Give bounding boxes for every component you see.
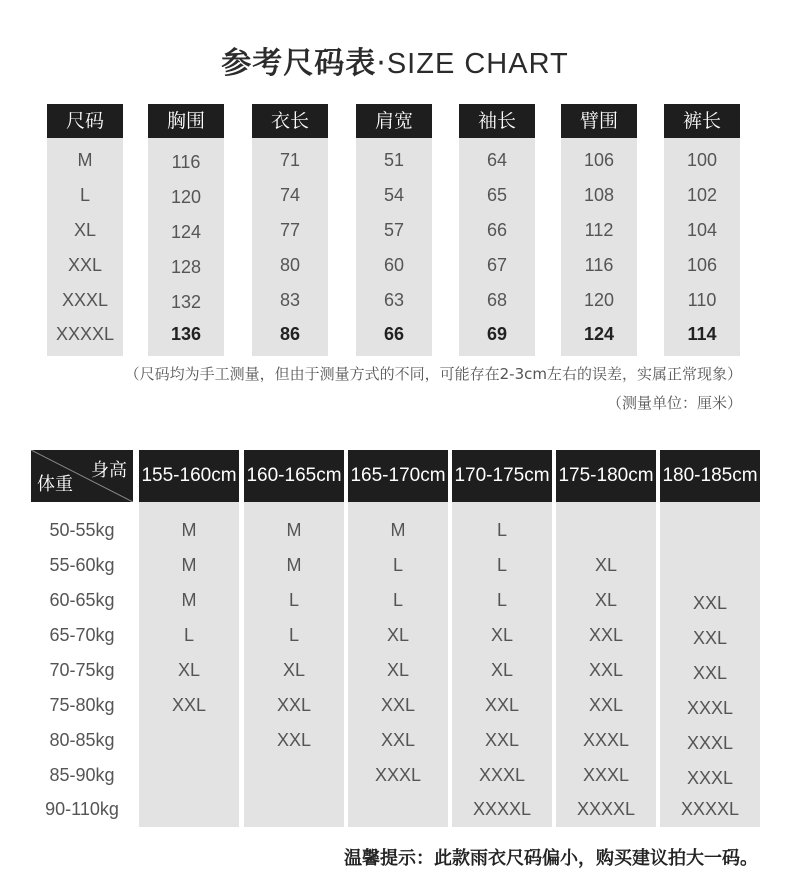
table-cell: 128 xyxy=(170,257,202,277)
column-header: 肩宽 xyxy=(356,104,432,138)
size-cell: M xyxy=(286,520,302,540)
column-header: 180-185cm xyxy=(660,450,760,502)
size-cell: XXXXL xyxy=(576,799,636,819)
table-cell: 69 xyxy=(486,324,508,344)
table-cell: 64 xyxy=(486,150,508,170)
size-cell: XXXXL xyxy=(680,799,740,819)
size-cell: XXL xyxy=(171,695,207,715)
size-cell: XL xyxy=(177,660,201,680)
table-cell: 65 xyxy=(486,185,508,205)
length-column xyxy=(252,104,328,356)
table-cell: XXXXL xyxy=(55,324,115,344)
size-cell: XXXL xyxy=(582,765,630,785)
column-header: 155-160cm xyxy=(139,450,239,502)
column-header: 胸围 xyxy=(148,104,224,138)
table-cell: 60 xyxy=(383,255,405,275)
size-cell: M xyxy=(390,520,406,540)
size-cell: L xyxy=(392,555,403,575)
size-column xyxy=(47,104,123,356)
height-column xyxy=(139,450,239,827)
table-cell: L xyxy=(79,185,90,205)
table-cell: XL xyxy=(73,220,97,240)
weight-cell: 80-85kg xyxy=(49,730,115,750)
size-cell: L xyxy=(183,625,194,645)
unit-note: （测量单位：厘米） xyxy=(606,394,742,412)
table-cell: 108 xyxy=(583,185,615,205)
table-cell: XXL xyxy=(67,255,103,275)
weight-cell: 55-60kg xyxy=(49,555,115,575)
table-cell: 104 xyxy=(686,220,718,240)
size-cell: XL xyxy=(282,660,306,680)
weight-label: 体重 xyxy=(37,474,73,495)
table-cell: 116 xyxy=(171,152,201,172)
table-cell: 66 xyxy=(486,220,508,240)
table-cell: 66 xyxy=(383,324,405,344)
table-cell: 136 xyxy=(170,324,202,344)
table-cell: 114 xyxy=(687,324,717,344)
table-cell: 80 xyxy=(279,255,301,275)
size-cell: M xyxy=(181,590,197,610)
weight-cell: 85-90kg xyxy=(49,765,115,785)
table-cell: 106 xyxy=(583,150,615,170)
size-cell: XXL xyxy=(588,625,624,645)
table-cell: 63 xyxy=(383,290,405,310)
table-cell: 71 xyxy=(279,150,301,170)
size-cell: XXL xyxy=(692,663,728,683)
weight-cell: 65-70kg xyxy=(49,625,115,645)
table-cell: XXXL xyxy=(61,290,109,310)
height-column xyxy=(660,450,760,827)
weight-cell: 70-75kg xyxy=(49,660,115,680)
size-cell: M xyxy=(286,555,302,575)
size-cell: XXXL xyxy=(478,765,526,785)
table-cell: 124 xyxy=(170,222,202,242)
table-cell: 77 xyxy=(279,220,301,240)
size-tip: 温馨提示：此款雨衣尺码偏小，购买建议拍大一码。 xyxy=(344,848,758,869)
table-cell: 110 xyxy=(687,290,717,310)
size-cell: XL xyxy=(386,625,410,645)
weight-cell: 75-80kg xyxy=(49,695,115,715)
size-cell: XXL xyxy=(276,730,312,750)
column-header: 160-165cm xyxy=(244,450,344,502)
size-cell: XL xyxy=(594,590,618,610)
size-cell: L xyxy=(392,590,403,610)
table-cell: 51 xyxy=(383,150,405,170)
shoulder-column xyxy=(356,104,432,356)
column-header: 175-180cm xyxy=(556,450,656,502)
size-cell: XXXL xyxy=(686,768,734,788)
title-en: SIZE CHART xyxy=(386,48,569,80)
size-cell: M xyxy=(181,555,197,575)
table-cell: 116 xyxy=(584,255,614,275)
table-cell: 112 xyxy=(584,220,614,240)
table-cell: 67 xyxy=(486,255,508,275)
table-cell: 120 xyxy=(583,290,615,310)
column-header: 尺码 xyxy=(47,104,123,138)
page-title xyxy=(0,38,790,82)
chest-column xyxy=(148,104,224,356)
table-cell: 124 xyxy=(583,324,615,344)
size-cell: XXL xyxy=(588,695,624,715)
pants-column xyxy=(664,104,740,356)
size-cell: XXL xyxy=(484,695,520,715)
size-cell: L xyxy=(496,520,507,540)
size-cell: L xyxy=(288,625,299,645)
table-cell: 83 xyxy=(279,290,301,310)
size-cell: L xyxy=(288,590,299,610)
table-cell: 54 xyxy=(383,185,405,205)
size-cell: XXXL xyxy=(582,730,630,750)
column-header: 衣长 xyxy=(252,104,328,138)
height-label: 身高 xyxy=(91,460,127,481)
height-column xyxy=(556,450,656,827)
column-header: 165-170cm xyxy=(348,450,448,502)
weight-cell: 60-65kg xyxy=(49,590,115,610)
table-cell: 86 xyxy=(279,324,301,344)
size-cell: XXXL xyxy=(686,698,734,718)
size-cell: M xyxy=(181,520,197,540)
size-cell: XXL xyxy=(380,695,416,715)
size-cell: XXXL xyxy=(686,733,734,753)
size-cell: XXL xyxy=(692,628,728,648)
table-corner-header xyxy=(31,450,133,502)
arm-column xyxy=(561,104,637,356)
title-dot: · xyxy=(376,46,387,81)
size-cell: XXL xyxy=(380,730,416,750)
size-cell: XL xyxy=(594,555,618,575)
table-cell: 102 xyxy=(686,185,718,205)
measurement-note: （尺码均为手工测量，但由于测量方式的不同，可能存在2-3cm左右的误差，实属正常现象） xyxy=(124,365,742,383)
height-column xyxy=(452,450,552,827)
column-header: 裤长 xyxy=(664,104,740,138)
size-cell: XXL xyxy=(484,730,520,750)
size-cell: XXXL xyxy=(374,765,422,785)
column-header: 臂围 xyxy=(561,104,637,138)
size-cell: XXL xyxy=(692,593,728,613)
weight-cell: 50-55kg xyxy=(49,520,115,540)
weight-cell: 90-110kg xyxy=(45,799,119,819)
table-cell: 120 xyxy=(170,187,202,207)
height-column xyxy=(348,450,448,827)
height-column xyxy=(244,450,344,827)
size-cell: XL xyxy=(386,660,410,680)
size-cell: XL xyxy=(490,625,514,645)
sleeve-column xyxy=(459,104,535,356)
table-cell: 68 xyxy=(486,290,508,310)
size-cell: L xyxy=(496,555,507,575)
size-cell: XXXXL xyxy=(472,799,532,819)
table-cell: 100 xyxy=(686,150,718,170)
column-header: 170-175cm xyxy=(452,450,552,502)
table-cell: 106 xyxy=(686,255,718,275)
size-cell: L xyxy=(496,590,507,610)
table-cell: 57 xyxy=(383,220,405,240)
table-cell: 74 xyxy=(279,185,301,205)
title-cn: 参考尺码表 xyxy=(221,46,377,81)
table-cell: M xyxy=(77,150,93,170)
table-cell: 132 xyxy=(170,292,202,312)
column-header: 袖长 xyxy=(459,104,535,138)
size-cell: XL xyxy=(490,660,514,680)
size-cell: XXL xyxy=(588,660,624,680)
size-cell: XXL xyxy=(276,695,312,715)
